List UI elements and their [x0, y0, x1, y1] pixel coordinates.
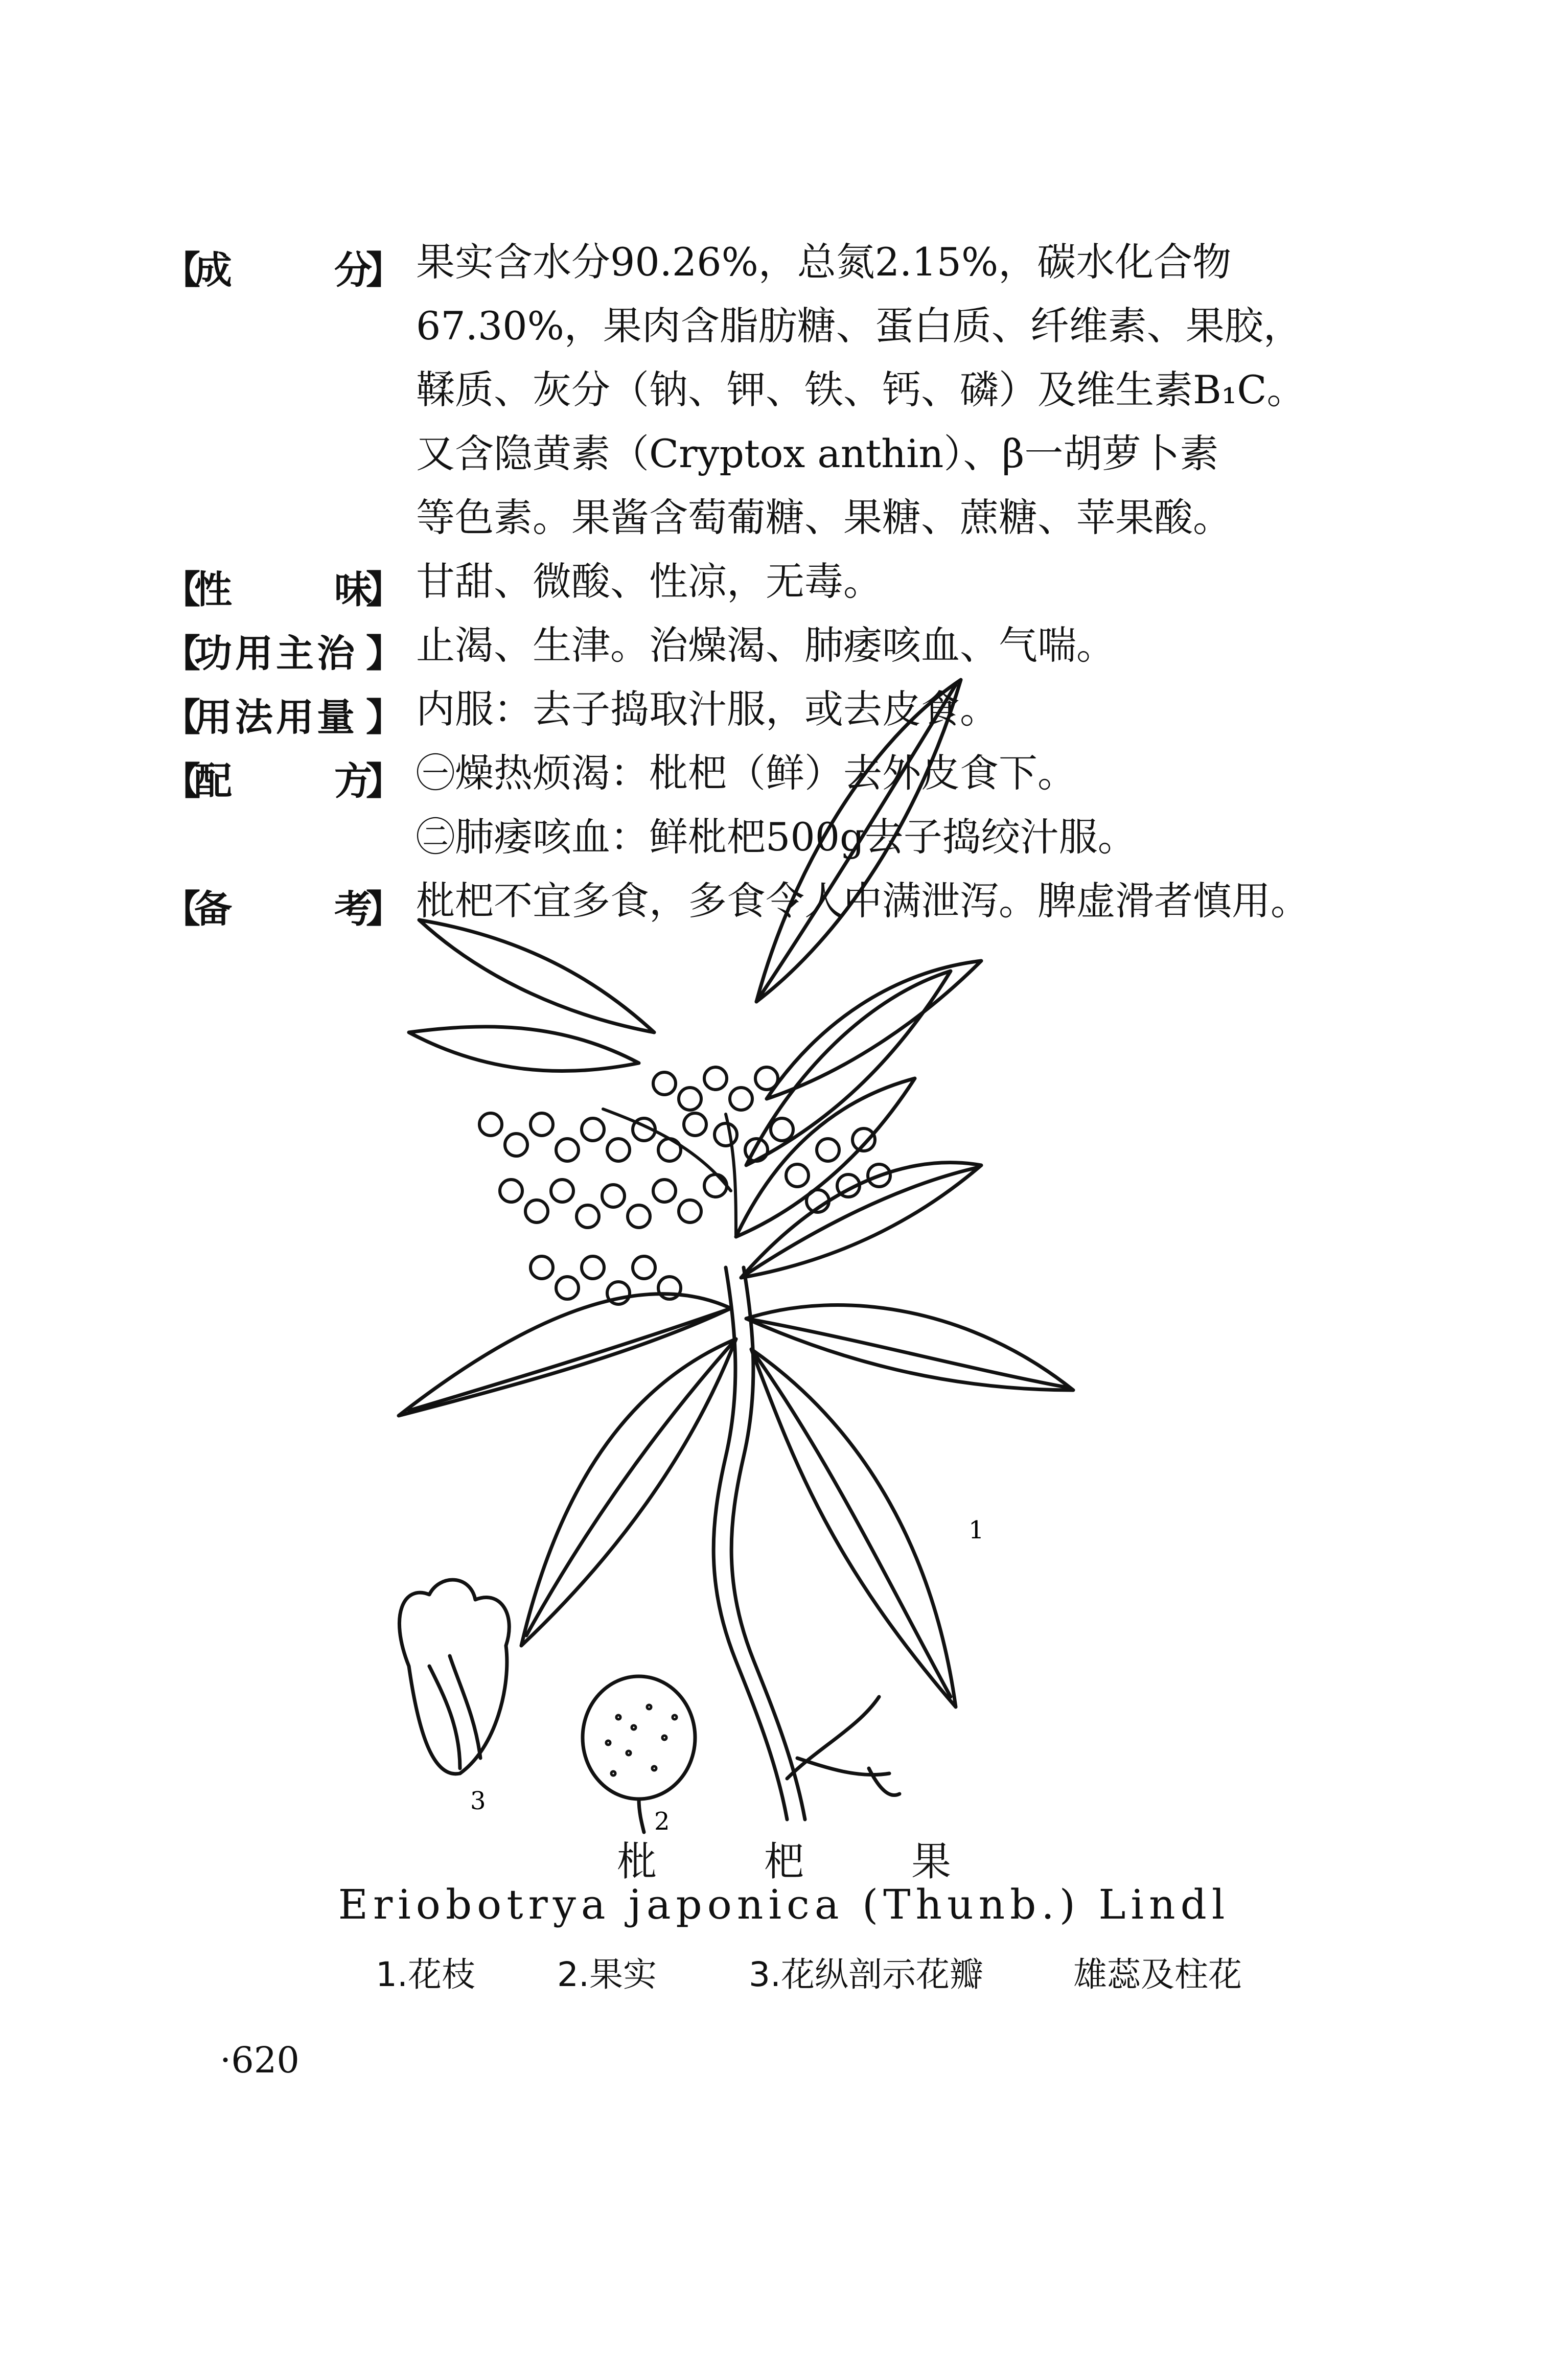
open-bracket: 【 [163, 632, 200, 676]
close-bracket: 】 [366, 248, 404, 292]
part-label-fruit: 2 [654, 1807, 670, 1836]
figure-legend-item: 3.花纵剖示花瓣 [749, 1955, 983, 1994]
text-line: 止渴、生津。治燥渴、肺痿咳血、气喘。 [416, 622, 1115, 668]
leaf [521, 1339, 736, 1646]
close-bracket: 】 [366, 759, 404, 803]
text-line: 67.30%，果肉含脂肪糖、蛋白质、纤维素、果胶， [416, 303, 1302, 349]
text-line: ㊁肺痿咳血：鲜枇杷500g去子捣绞汁服。 [416, 814, 1137, 860]
page-number: ·620 [220, 2039, 299, 2081]
label-last-char: 味 [334, 568, 372, 612]
leaf [746, 1305, 1073, 1390]
label-last-char: 考 [334, 887, 372, 931]
stem [713, 1267, 900, 1819]
flower-cluster [479, 1067, 890, 1304]
text-line: 内服：去子捣取汁服，或去皮食。 [416, 686, 999, 732]
figure-chinese-name: 枇杷果 [616, 1839, 1058, 1885]
open-bracket: 【 [163, 887, 200, 931]
text-line: ㊀燥热烦渴：枇杷（鲜）去外皮食下。 [416, 750, 1076, 796]
label-last-char: 方 [334, 759, 372, 803]
text-line: 鞣质、灰分（钠、钾、铁、钙、磷）及维生素B₁C。 [416, 367, 1306, 412]
text-line: 枇杷不宜多食，多食令人中满泄泻。脾虚滑者慎用。 [416, 878, 1309, 924]
leaf [751, 1349, 956, 1707]
open-bracket: 【 [163, 568, 200, 612]
close-bracket: 】 [366, 632, 404, 676]
text-line: 等色素。果酱含萄葡糖、果糖、蔗糖、苹果酸。 [416, 495, 1232, 540]
open-bracket: 【 [163, 759, 200, 803]
figure-legend-item: 1.花枝 [376, 1955, 475, 1994]
close-bracket: 】 [366, 568, 404, 612]
label-text: 用法用量 [194, 696, 358, 740]
fruit [583, 1676, 695, 1832]
leaf [746, 971, 951, 1165]
label-text: 功用主治 [194, 632, 358, 676]
label-last-char: 分 [334, 248, 372, 292]
part-label-flower-section: 3 [470, 1787, 486, 1815]
leaf [409, 1027, 639, 1071]
leaf [756, 680, 961, 1002]
leaf [419, 920, 654, 1032]
figure-legend-item: 2.果实 [557, 1955, 657, 1994]
leaf [767, 961, 981, 1099]
label-first-char: 成 [194, 248, 232, 292]
leaf [741, 1163, 981, 1278]
close-bracket: 】 [366, 696, 404, 740]
part-label-branch: 1 [969, 1516, 984, 1544]
text-line: 果实含水分90.26%，总氮2.15%，碳水化合物 [416, 239, 1232, 285]
leaf [399, 1294, 731, 1416]
text-line: 甘甜、微酸、性凉，无毒。 [416, 559, 882, 604]
figure-latin-name: Eriobotrya japonica (Thunb.) Lindl [338, 1881, 1230, 1928]
label-first-char: 性 [194, 568, 232, 612]
open-bracket: 【 [163, 248, 200, 292]
flower-section [399, 1580, 509, 1774]
figure-legend-item: 雄蕊及柱花 [1073, 1955, 1242, 1994]
close-bracket: 】 [366, 887, 404, 931]
label-first-char: 备 [194, 887, 232, 931]
open-bracket: 【 [163, 696, 200, 740]
label-first-char: 配 [194, 759, 232, 803]
text-line: 又含隐黄素（Cryptox anthin）、β一胡萝卜素 [416, 431, 1219, 476]
